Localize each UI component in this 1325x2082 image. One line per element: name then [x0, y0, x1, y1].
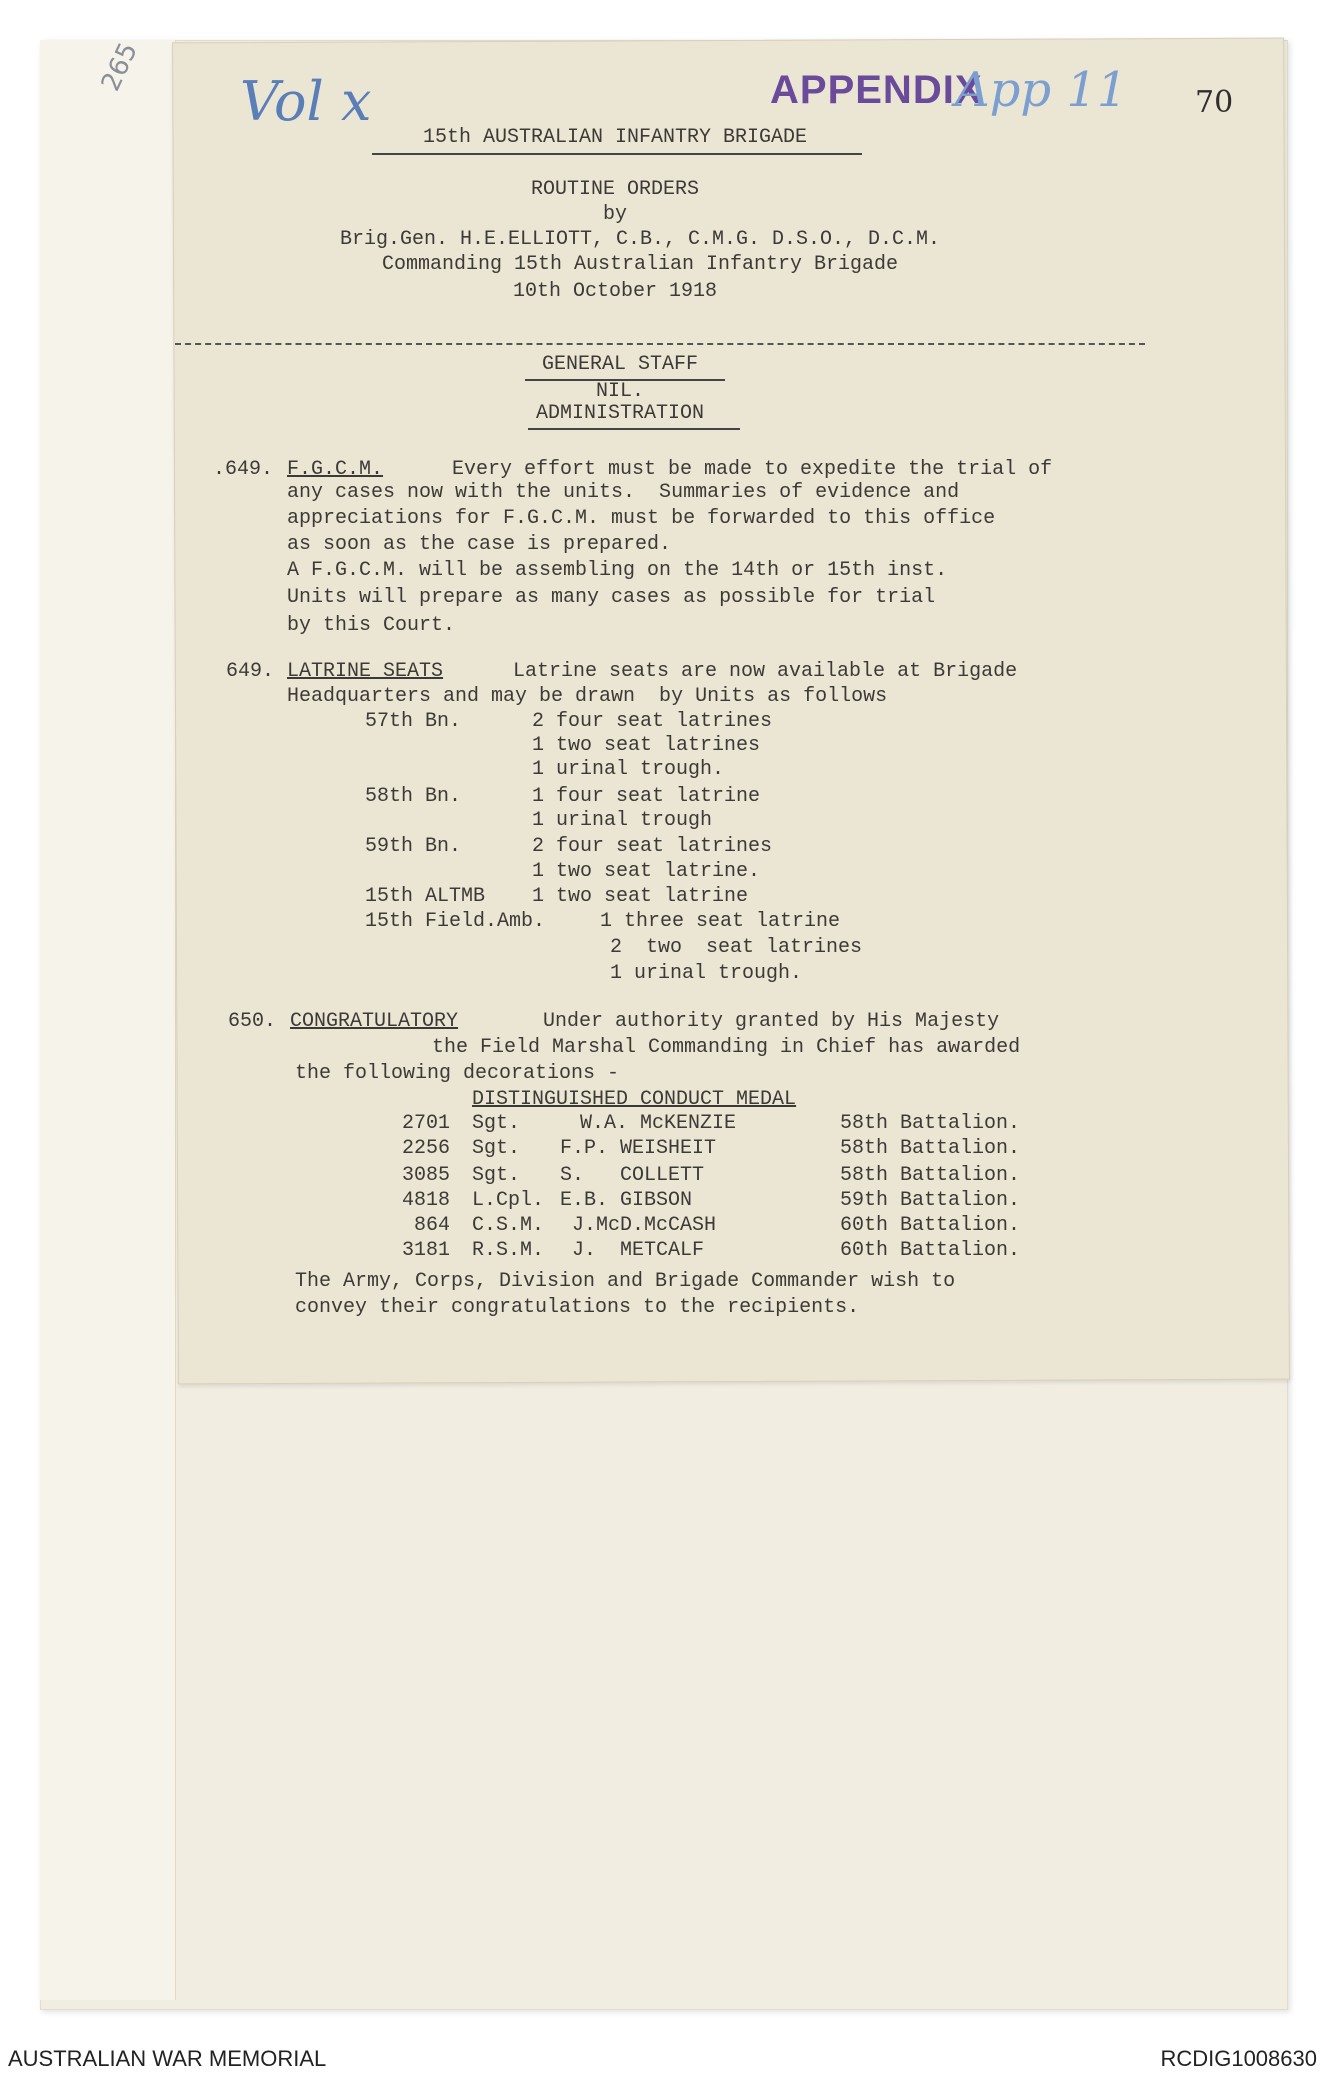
- appendix-stamp: APPENDIX: [770, 68, 983, 112]
- award-5-rank: C.S.M.: [472, 1214, 545, 1237]
- award-1-no: 2701: [401, 1112, 450, 1135]
- by-line: by: [602, 203, 627, 226]
- unit-59th-item-1: 2 four seat latrines: [532, 835, 773, 858]
- award-3-no: 3085: [401, 1164, 450, 1187]
- order-650-line-1: Under authority granted by His Majesty: [543, 1010, 1000, 1033]
- unit-58th-item-2: 1 urinal trough: [532, 809, 713, 832]
- award-2-rank: Sgt.: [472, 1137, 521, 1160]
- unit-59th-item-2: 1 two seat latrine.: [532, 860, 761, 883]
- administration-underline: [528, 428, 740, 430]
- unit-57th-item-1: 2 four seat latrines: [532, 710, 773, 733]
- order-649b-heading: LATRINE SEATS: [287, 660, 444, 683]
- unit-57th-item-3: 1 urinal trough.: [532, 758, 725, 781]
- vol-handwritten-mark: Vol x: [240, 70, 372, 133]
- order-650-number: 650.: [228, 1010, 277, 1033]
- brigade-title: 15th AUSTRALIAN INFANTRY BRIGADE: [422, 126, 808, 149]
- award-4-rank: L.Cpl.: [472, 1189, 545, 1212]
- order-649a-line-6: Units will prepare as many cases as possible for trial: [287, 586, 936, 609]
- unit-57th-item-2: 1 two seat latrines: [532, 734, 761, 757]
- nil-line: NIL.: [595, 380, 644, 403]
- award-5-battalion: 60th Battalion.: [840, 1214, 1021, 1237]
- award-2-battalion: 58th Battalion.: [840, 1137, 1021, 1160]
- order-649a-line-7: by this Court.: [287, 614, 456, 637]
- administration-heading: ADMINISTRATION: [535, 402, 705, 425]
- order-649a-line-1: Every effort must be made to expedite the trial of: [452, 458, 1053, 481]
- order-650-line-2: the Field Marshal Commanding in Chief has awarded: [432, 1036, 1021, 1059]
- award-2-no: 2256: [401, 1137, 450, 1160]
- award-2-name: F.P. WEISHEIT: [560, 1137, 717, 1160]
- order-649a-line-2: any cases now with the units. Summaries of evidence and: [287, 481, 960, 504]
- award-1-battalion: 58th Battalion.: [840, 1112, 1021, 1135]
- award-5-no: 864: [413, 1214, 450, 1237]
- order-649b-number: 649.: [226, 660, 275, 683]
- order-649a-line-5: A F.G.C.M. will be assembling on the 14th or 15th inst.: [287, 559, 948, 582]
- unit-59th: 59th Bn.: [365, 835, 462, 858]
- unit-field-amb-item-1: 1 three seat latrine: [600, 910, 841, 933]
- award-1-name: W.A. McKENZIE: [580, 1112, 737, 1135]
- unit-field-amb-item-3: 1 urinal trough.: [610, 962, 803, 985]
- order-649a-heading: F.G.C.M.: [287, 458, 384, 481]
- brigade-title-underline: [372, 153, 862, 155]
- archive-credit: AUSTRALIAN WAR MEMORIAL: [8, 2046, 327, 2071]
- order-649b-line-2: Headquarters and may be drawn by Units as follows: [287, 685, 888, 708]
- unit-altmb-item-1: 1 two seat latrine: [532, 885, 749, 908]
- award-3-name: S. COLLETT: [560, 1164, 705, 1187]
- award-4-battalion: 59th Battalion.: [840, 1189, 1021, 1212]
- award-1-rank: Sgt.: [472, 1112, 521, 1135]
- commanding-line: Commanding 15th Australian Infantry Brigade: [381, 253, 899, 276]
- order-650-line-3: the following decorations -: [295, 1062, 620, 1085]
- page-number: 70: [1195, 85, 1234, 120]
- pencil-folio-number: 265: [95, 38, 144, 96]
- unit-58th-item-1: 1 four seat latrine: [532, 785, 761, 808]
- order-649b-line-1: Latrine seats are now available at Brigade: [513, 660, 1018, 683]
- unit-field-amb: 15th Field.Amb.: [365, 910, 546, 933]
- archive-reference: RCDIG1008630: [1160, 2046, 1317, 2071]
- award-5-name: J.McD.McCASH: [572, 1214, 717, 1237]
- order-649a-line-4: as soon as the case is prepared.: [287, 533, 672, 556]
- order-649a-number: .649.: [213, 458, 274, 481]
- closing-line-1: The Army, Corps, Division and Brigade Commander wish to: [295, 1270, 956, 1293]
- award-6-no: 3181: [401, 1239, 450, 1262]
- dcm-heading: DISTINGUISHED CONDUCT MEDAL: [472, 1088, 797, 1111]
- unit-field-amb-item-2: 2 two seat latrines: [610, 936, 863, 959]
- underlying-page-strip: [40, 40, 176, 2000]
- commander-line: Brig.Gen. H.E.ELLIOTT, C.B., C.M.G. D.S.O., D.C.M.: [339, 228, 941, 251]
- unit-57th: 57th Bn.: [365, 710, 462, 733]
- award-3-rank: Sgt.: [472, 1164, 521, 1187]
- unit-58th: 58th Bn.: [365, 785, 462, 808]
- order-649a-line-3: appreciations for F.G.C.M. must be forwarded to this office: [287, 507, 996, 530]
- award-4-no: 4818: [401, 1189, 450, 1212]
- general-staff-heading: GENERAL STAFF: [541, 353, 699, 376]
- date-line: 10th October 1918: [512, 280, 718, 303]
- award-3-battalion: 58th Battalion.: [840, 1164, 1021, 1187]
- header-divider: [175, 343, 1145, 345]
- app-handwritten-mark: App 11: [955, 62, 1128, 118]
- award-6-name: J. METCALF: [572, 1239, 705, 1262]
- order-650-heading: CONGRATULATORY: [290, 1010, 459, 1033]
- closing-line-2: convey their congratulations to the recipients.: [295, 1296, 860, 1319]
- award-4-name: E.B. GIBSON: [560, 1189, 693, 1212]
- award-6-rank: R.S.M.: [472, 1239, 545, 1262]
- award-6-battalion: 60th Battalion.: [840, 1239, 1021, 1262]
- unit-altmb: 15th ALTMB: [365, 885, 486, 908]
- routine-orders-title: ROUTINE ORDERS: [530, 178, 700, 201]
